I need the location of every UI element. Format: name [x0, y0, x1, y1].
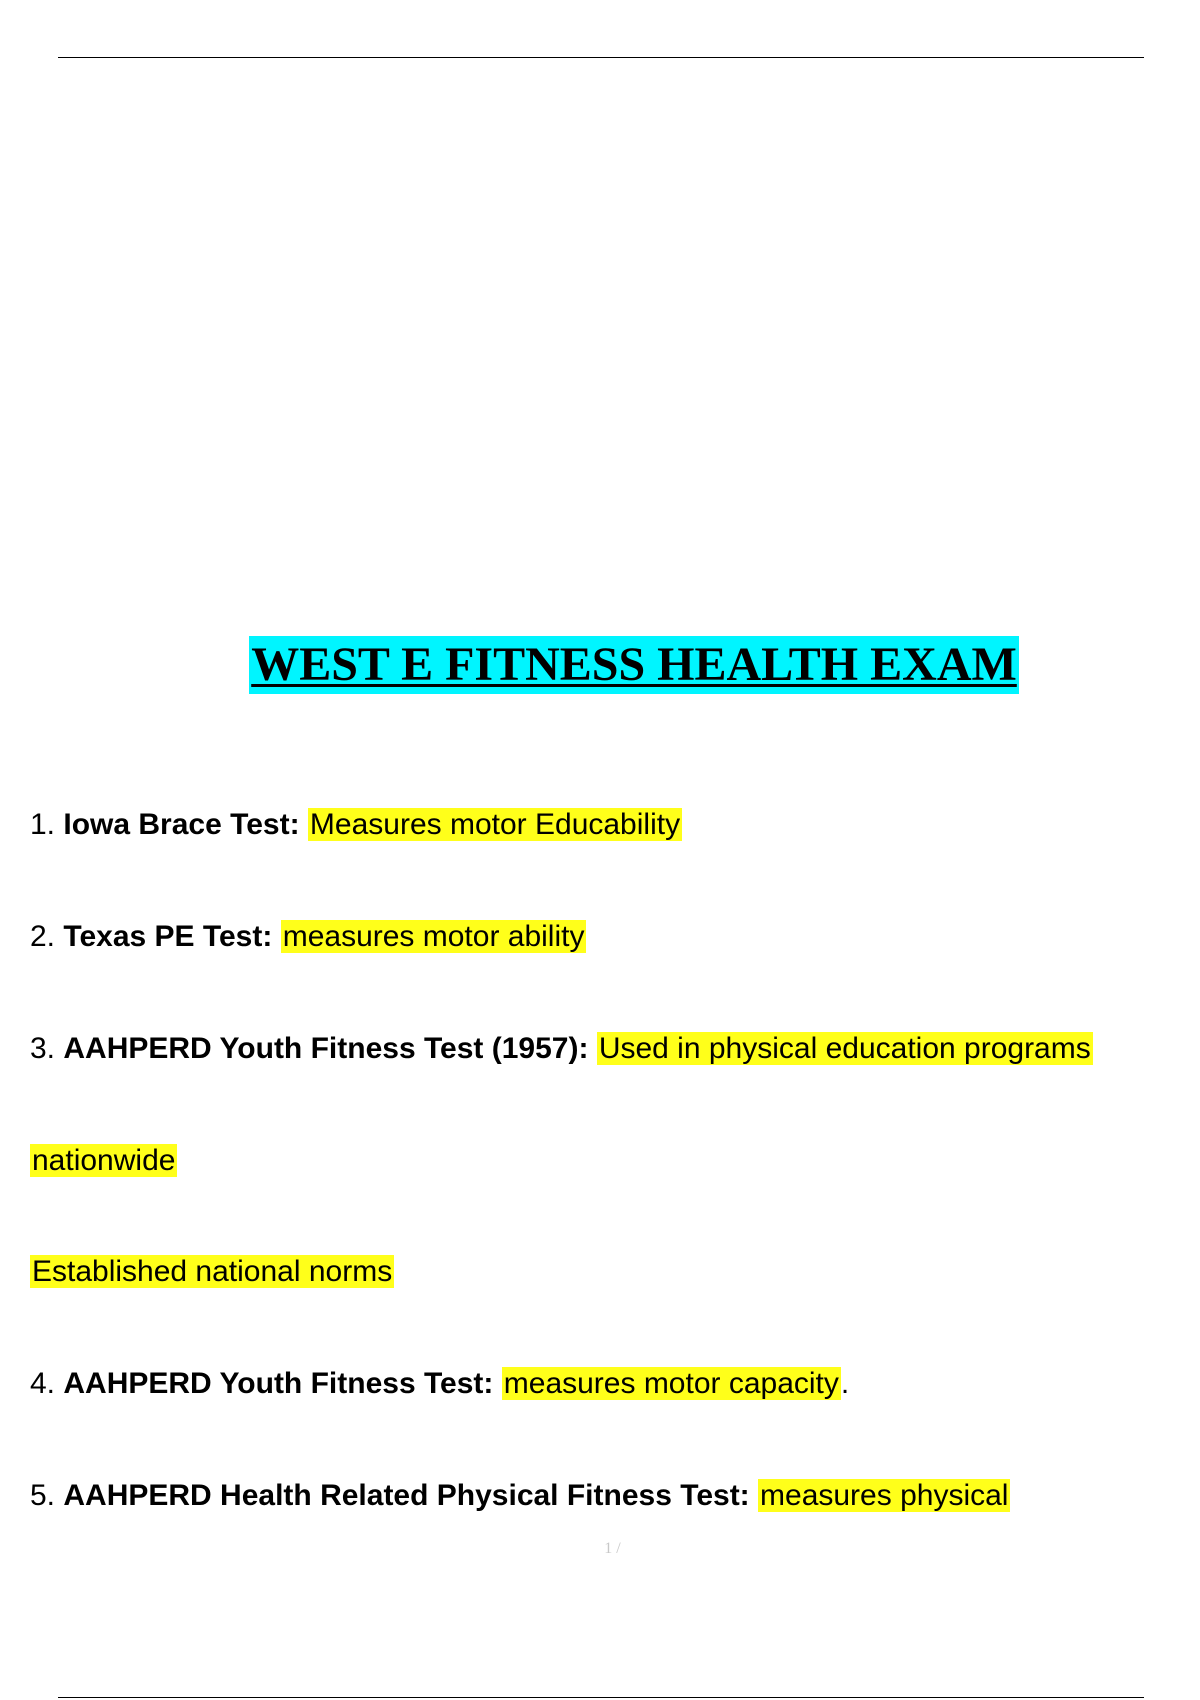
item-term: AAHPERD Youth Fitness Test (1957): [63, 1032, 589, 1065]
title-block [0, 636, 1200, 694]
item-number: 2. [30, 920, 56, 953]
item-answer: measures motor capacity [503, 1367, 839, 1400]
item-number: 4. [30, 1367, 56, 1400]
item-number: 5. [30, 1479, 56, 1512]
item-answer: Measures motor Educability [309, 808, 681, 841]
item-answer: Established national norms [32, 1255, 393, 1288]
list-item-continuation [30, 1140, 177, 1182]
document-title: WEST E FITNESS HEALTH EXAM [249, 636, 1019, 694]
item-after: . [840, 1367, 850, 1400]
item-term: Iowa Brace Test: [63, 808, 300, 841]
item-term: Texas PE Test: [63, 920, 273, 953]
list-item [30, 1363, 849, 1405]
item-number: 3. [30, 1032, 56, 1065]
list-item [30, 804, 682, 846]
header-rule [58, 57, 1144, 58]
list-item [30, 916, 586, 958]
item-answer: Used in physical education programs [598, 1032, 1091, 1065]
list-item-continuation [30, 1251, 394, 1293]
list-item [30, 1028, 1093, 1070]
item-answer: measures motor ability [282, 920, 585, 953]
item-answer: nationwide [32, 1144, 176, 1177]
page-number: 1 / [604, 1540, 621, 1557]
footer-rule [58, 1697, 1144, 1698]
list-item [30, 1475, 1010, 1517]
item-term: AAHPERD Youth Fitness Test: [63, 1367, 494, 1400]
item-answer: measures physical [760, 1479, 1009, 1512]
item-term: AAHPERD Health Related Physical Fitness Test: [63, 1479, 750, 1512]
item-number: 1. [30, 808, 56, 841]
